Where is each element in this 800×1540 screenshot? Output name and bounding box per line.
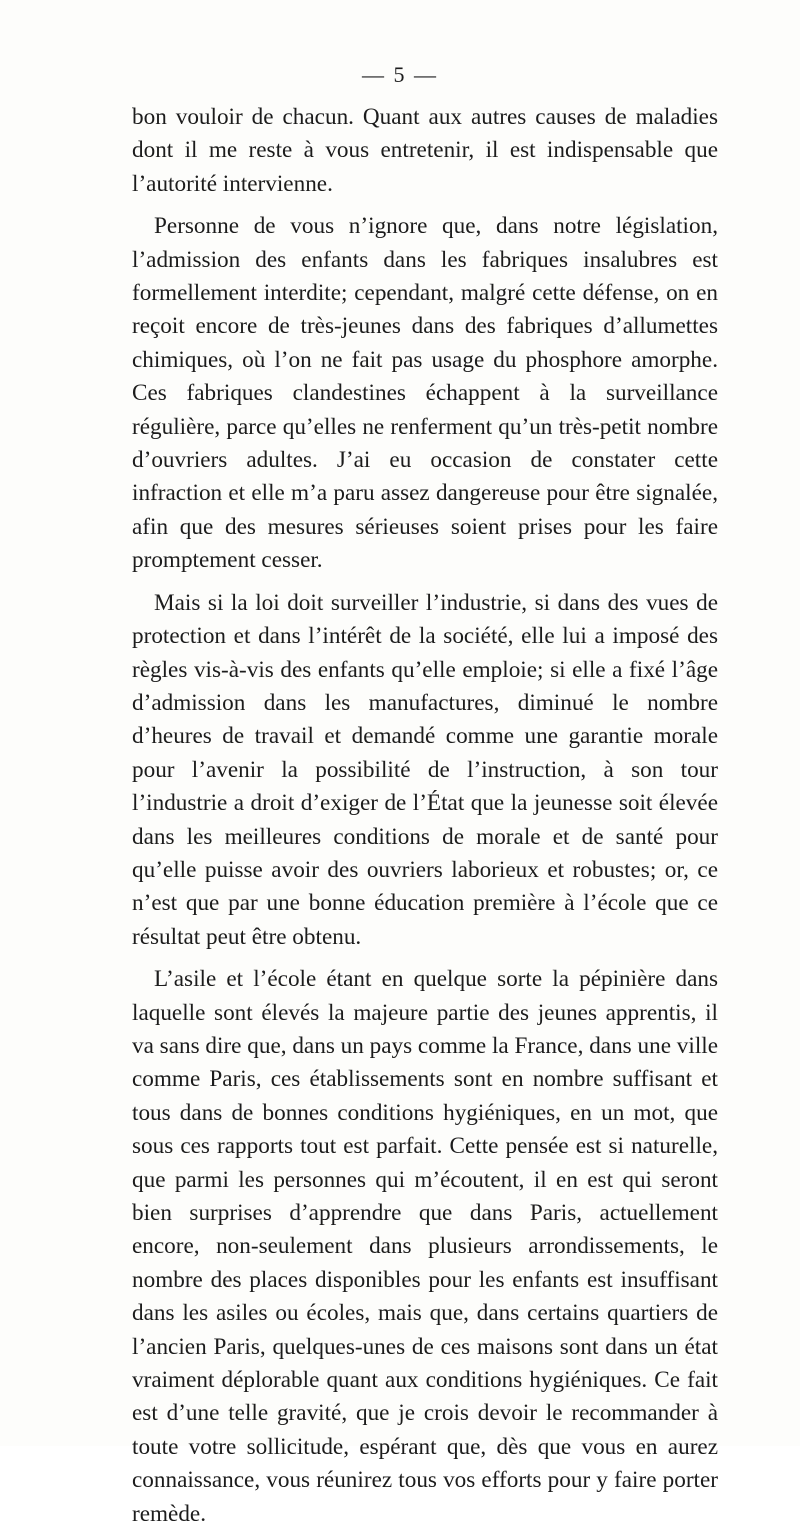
body-text [132,101,718,1540]
paragraph-1: bon vouloir de chacun. Quant aux autres causes de maladies dont il me reste à vous entretenir, il est indispensable que l’autorité intervienne. [132,104,718,197]
paragraph-2: Personne de vous n’ignore que, dans notre législation, l’admission des enfants dans les fabriques insalubres est formellement interdite; cependant, malgré cette défense, on en reçoit encore de très-jeunes dans des fabriques d’allumettes chimiques, où l’on ne fait pas usage du phosphore amorphe. Ces fabriques clandestines échappent à la surveillance régulière, parce qu’elles ne renferment qu’un très-petit nombre d’ouvriers adultes. J’ai eu occasion de constater cette infraction et elle m’a paru assez dangereuse pour être signalée, afin que des mesures sérieuses soient prises pour les faire promptement cesser. [132,213,718,574]
page-number: — 5 — [362,62,438,87]
paragraph-4: L’asile et l’école étant en quelque sorte la pépinière dans laquelle sont élevés la majeure partie des jeunes apprentis, il va sans dire que, dans un pays comme la France, dans une ville comme Paris, ces établissements sont en nombre suffisant et tous dans de bonnes conditions hygiéniques, en un mot, que sous ces rapports tout est parfait. Cette pensée est si naturelle, que parmi les personnes qui m’écoutent, il en est qui seront bien surprises d’apprendre que dans Paris, actuellement encore, non-seulement dans plusieurs arrondissements, le nombre des places disponibles pour les enfants est insuffisant dans les asiles ou écoles, mais que, dans certains quartiers de l’ancien Paris, quelques-unes de ces maisons sont dans un état vraiment déplorable quant aux conditions hygiéniques. Ce fait est d’une telle gravité, que je crois devoir le recommander à toute votre sollicitude, espérant que, dès que vous en aurez connaissance, vous réunirez tous vos efforts pour y faire porter remède. [132,966,718,1527]
paragraph-3: Mais si la loi doit surveiller l’industrie, si dans des vues de protection et dans l’intérêt de la société, elle lui a imposé des règles vis-à-vis des enfants qu’elle emploie; si elle a fixé l’âge d’admission dans les manufactures, diminué le nombre d’heures de travail et demandé comme une garantie morale pour l’avenir la possibilité de l’instruction, à son tour l’industrie a droit d’exiger de l’État que la jeunesse soit élevée dans les meilleures conditions de morale et de santé pour qu’elle puisse avoir des ouvriers laborieux et robustes; or, ce n’est que par une bonne éducation première à l’école que ce résultat peut être obtenu. [132,589,718,950]
